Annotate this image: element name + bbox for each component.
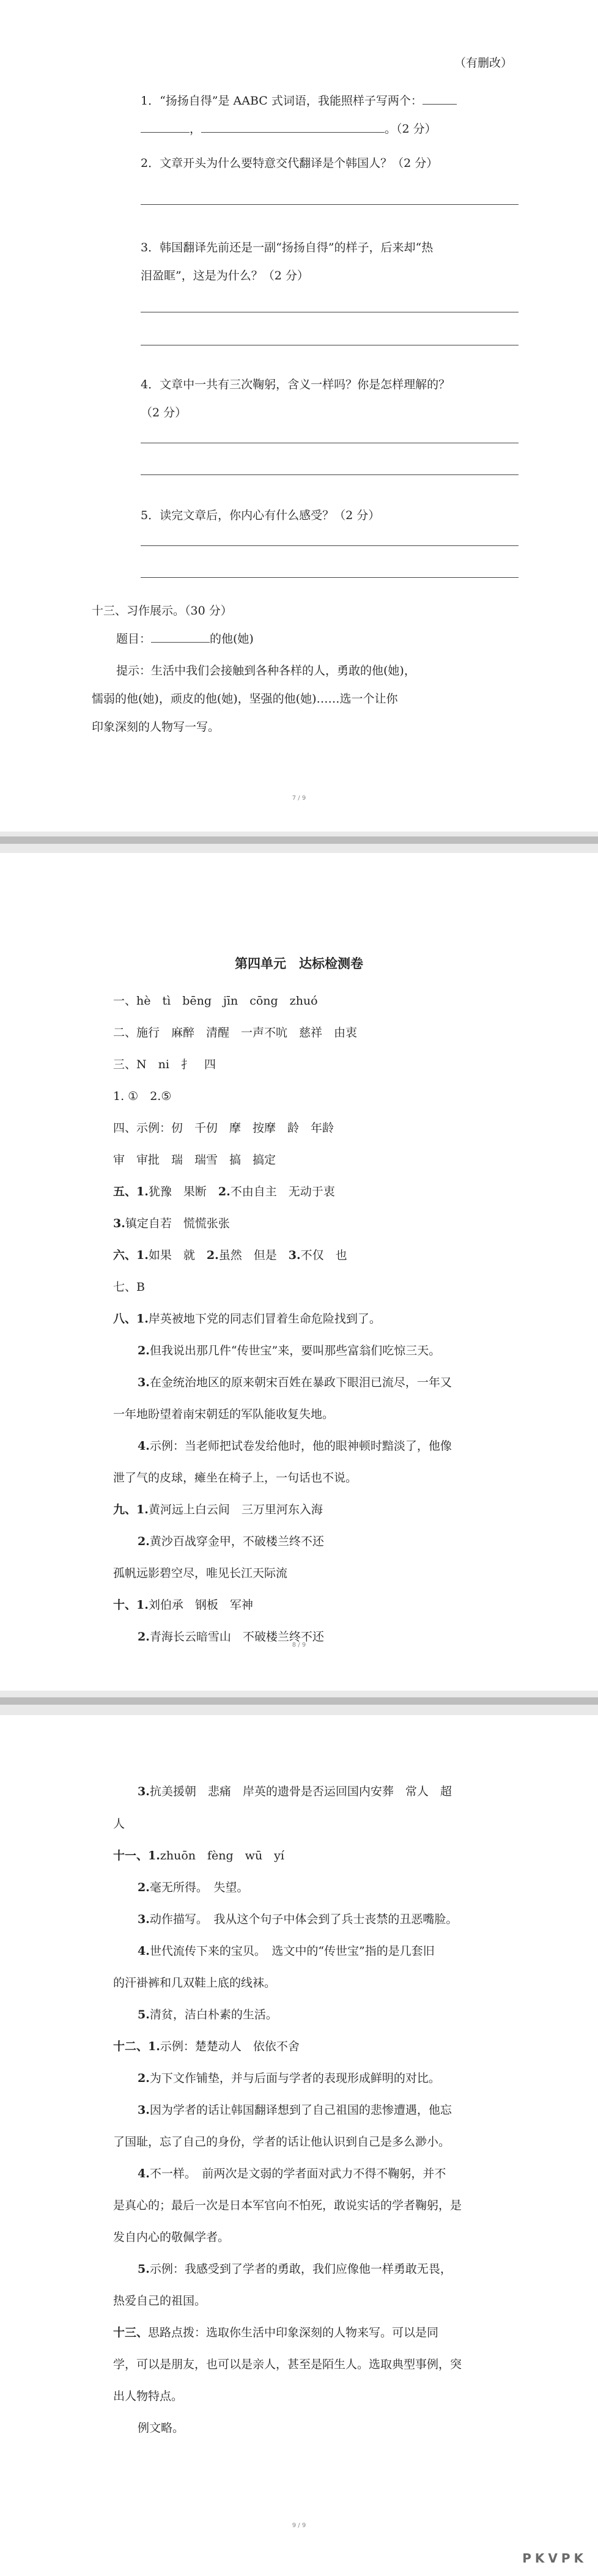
item-number: 4. bbox=[138, 1944, 150, 1958]
item-text: 黄沙百战穿金甲，不破楼兰终不还 bbox=[149, 1535, 324, 1548]
item-text: 如果 就 bbox=[148, 1249, 195, 1262]
question-1 bbox=[141, 92, 457, 108]
item-text: 黄河远上白云间 三万里河东入海 bbox=[148, 1503, 323, 1516]
item-number: 3. bbox=[138, 2103, 150, 2117]
topic-blank bbox=[151, 631, 210, 643]
answer-4-continued: 审 审批 瑞 瑞雪 搞 搞定 bbox=[113, 1153, 276, 1167]
essay-topic bbox=[116, 630, 254, 646]
item-number: 3. bbox=[138, 1785, 150, 1798]
item-text: 镇定自若 慌慌张张 bbox=[125, 1217, 230, 1230]
item-text: 在金统治地区的原来朝宋百姓在暴政下眼泪已流尽，一年又 bbox=[149, 1376, 452, 1389]
answer-9-2 bbox=[138, 1532, 324, 1549]
topic-label: 题目： bbox=[116, 632, 152, 646]
answer-12-2 bbox=[138, 2069, 440, 2086]
page-separator bbox=[0, 1697, 598, 1705]
item-number: 3. bbox=[138, 1376, 150, 1389]
question-4-continued: （2 分） bbox=[141, 406, 187, 419]
page-number: 9 / 9 bbox=[292, 2522, 306, 2529]
answer-1: 一、hè tì bēng jīn cōng zhuó bbox=[113, 994, 318, 1008]
answer-8-1 bbox=[113, 1310, 381, 1326]
item-number: 5. bbox=[138, 2262, 150, 2276]
item-number: 2. bbox=[218, 1185, 231, 1198]
answer-blank bbox=[141, 121, 190, 133]
item-text: 示例：楚楚动人 依依不舍 bbox=[160, 2040, 300, 2053]
answer-11-4 bbox=[138, 1942, 435, 1958]
answer-12-4 bbox=[138, 2165, 446, 2181]
item-text: 思路点拨：选取你生活中印象深刻的人物来写。可以是同 bbox=[148, 2326, 439, 2339]
answer-11-4-continued: 的汗褂裤和几双鞋上底的线袜。 bbox=[113, 1976, 276, 1990]
answer-8-4-continued: 泄了气的皮球，瘫坐在椅子上，一句话也不说。 bbox=[113, 1471, 358, 1485]
item-text: 清贫，洁白朴素的生活。 bbox=[149, 2008, 278, 2021]
essay-hint-line-2: 懦弱的他(她)，顽皮的他(她)，坚强的他(她)……选一个让你 bbox=[92, 692, 398, 706]
answer-blank bbox=[423, 93, 457, 105]
item-text: 毫无所得。 失望。 bbox=[149, 1881, 249, 1894]
answer-12-3 bbox=[138, 2101, 452, 2117]
answer-line bbox=[141, 577, 519, 578]
answer-6 bbox=[113, 1246, 347, 1263]
page-7 bbox=[0, 0, 598, 832]
item-text: 不仅 也 bbox=[300, 1249, 347, 1262]
page-separator bbox=[0, 836, 598, 844]
answer-13-continued-2: 出人物特点。 bbox=[113, 2390, 183, 2403]
answer-11-5 bbox=[138, 2006, 278, 2022]
answer-11-1 bbox=[113, 1847, 284, 1863]
question-4: 4．文章中一共有三次鞠躬，含义一样吗？你是怎样理解的？ bbox=[141, 378, 451, 391]
item-number: 十、1. bbox=[113, 1598, 149, 1612]
item-number: 3. bbox=[288, 1249, 301, 1262]
topic-suffix: 的他(她) bbox=[210, 632, 254, 646]
answer-7: 七、B bbox=[113, 1280, 145, 1294]
item-number: 3. bbox=[113, 1217, 125, 1230]
item-number: 2. bbox=[138, 2072, 150, 2085]
item-number: 2. bbox=[138, 1535, 150, 1548]
question-1-text: 1．“扬扬自得”是 AABC 式词语，我能照样子写两个： bbox=[141, 94, 423, 108]
answer-12-1 bbox=[113, 2037, 300, 2054]
answer-8-2 bbox=[138, 1342, 440, 1358]
essay-hint-line-3: 印象深刻的人物写一写。 bbox=[92, 720, 220, 734]
answer-5 bbox=[113, 1183, 335, 1199]
answer-13-continued-1: 学，可以是朋友，也可以是亲人，甚至是陌生人。选取典型事例，突 bbox=[113, 2358, 462, 2371]
answer-4: 四、示例：仞 千仞 摩 按摩 龄 年龄 bbox=[113, 1121, 334, 1135]
item-number: 十二、1. bbox=[113, 2040, 160, 2053]
item-text: 不由自主 无动于衷 bbox=[230, 1185, 335, 1198]
item-number: 2. bbox=[206, 1249, 219, 1262]
item-text: 世代流传下来的宝贝。 选文中的“传世宝”指的是几套旧 bbox=[149, 1944, 435, 1958]
item-text: 犹豫 果断 bbox=[148, 1185, 207, 1198]
item-text: zhuōn fèng wū yí bbox=[160, 1849, 284, 1862]
question-2: 2．文章开头为什么要特意交代翻译是个韩国人？（2 分） bbox=[141, 157, 438, 170]
answer-12-3-continued: 了国耻，忘了自己的身份，学者的话让他认识到自己是多么渺小。 bbox=[113, 2135, 451, 2149]
item-text: 刘伯承 钢板 军神 bbox=[148, 1598, 253, 1612]
question-5: 5．读完文章后，你内心有什么感受？（2 分） bbox=[141, 509, 380, 522]
question-1-sep: ， bbox=[190, 122, 202, 136]
answer-5-3 bbox=[113, 1214, 230, 1231]
item-number: 2. bbox=[138, 1630, 150, 1644]
page-number: 7 / 9 bbox=[292, 795, 306, 802]
item-text: 动作描写。 我从这个句子中体会到了兵士丧禁的丑恶嘴脸。 bbox=[149, 1913, 458, 1926]
page-title: 第四单元 达标检测卷 bbox=[235, 956, 363, 971]
question-3-continued: 泪盈眶”，这是为什么？（2 分） bbox=[141, 269, 309, 282]
question-1-continued bbox=[141, 120, 437, 136]
item-text: 抗美援朝 悲痛 岸英的遗骨是否运回国内安葬 常人 超 bbox=[149, 1785, 452, 1798]
item-number: 十三、 bbox=[113, 2326, 149, 2339]
answer-12-5-continued: 热爱自己的祖国。 bbox=[113, 2294, 207, 2308]
answer-11-3 bbox=[138, 1910, 457, 1927]
item-text: 虽然 但是 bbox=[218, 1249, 277, 1262]
answer-line bbox=[141, 545, 519, 546]
item-text: 因为学者的话让韩国翻译想到了自己祖国的悲惨遭遇，他忘 bbox=[149, 2103, 452, 2117]
source-note: （有删改） bbox=[454, 56, 512, 70]
answer-blank bbox=[201, 121, 385, 133]
answer-2: 二、施行 麻醉 清醒 一声不吭 慈祥 由衷 bbox=[113, 1026, 358, 1039]
item-text: 不一样。 前两次是文弱的学者面对武力不得不鞠躬，并不 bbox=[149, 2167, 446, 2180]
item-number: 5. bbox=[138, 2008, 150, 2021]
answer-line bbox=[141, 204, 519, 205]
answer-3: 三、N ni 扌 四 bbox=[113, 1058, 216, 1071]
answer-13-example: 例文略。 bbox=[138, 2421, 185, 2435]
question-1-score: 。（2 分） bbox=[385, 122, 437, 136]
answer-12-5 bbox=[138, 2260, 452, 2276]
essay-hint-line-1: 提示：生活中我们会接触到各种各样的人，勇敢的他(她)， bbox=[116, 664, 416, 677]
answer-13 bbox=[113, 2323, 438, 2340]
item-text: 示例：当老师把试卷发给他时，他的眼神顿时黯淡了，他像 bbox=[149, 1439, 452, 1453]
item-number: 4. bbox=[138, 1439, 150, 1453]
answer-10-1 bbox=[113, 1596, 253, 1612]
item-number: 2. bbox=[138, 1344, 150, 1357]
answer-10-3-continued: 人 bbox=[113, 1817, 125, 1831]
item-number: 九、1. bbox=[113, 1503, 149, 1516]
answer-10-3 bbox=[138, 1782, 452, 1799]
page-8 bbox=[0, 853, 598, 1691]
answer-10-2 bbox=[138, 1628, 324, 1644]
item-text: 为下文作铺垫，并与后面与学者的表现形成鲜明的对比。 bbox=[149, 2072, 440, 2085]
item-number: 3. bbox=[138, 1913, 150, 1926]
page-number: 8 / 9 bbox=[292, 1642, 306, 1648]
answer-line bbox=[141, 474, 519, 475]
item-number: 4. bbox=[138, 2167, 150, 2180]
item-number: 八、1. bbox=[113, 1312, 149, 1326]
item-text: 青海长云暗雪山 不破楼兰终不还 bbox=[149, 1630, 324, 1644]
item-number: 六、1. bbox=[113, 1249, 149, 1262]
item-text: 但我说出那几件“传世宝”来，要叫那些富翁们吃惊三天。 bbox=[149, 1344, 441, 1357]
item-number: 五、1. bbox=[113, 1185, 149, 1198]
section-13-heading: 十三、习作展示。（30 分） bbox=[92, 604, 232, 618]
answer-8-3 bbox=[138, 1373, 452, 1390]
item-text: 示例：我感受到了学者的勇敢，我们应像他一样勇敢无畏， bbox=[149, 2262, 452, 2276]
watermark-logo: PKVPK bbox=[522, 2551, 587, 2566]
answer-12-4-continued-2: 发自内心的敬佩学者。 bbox=[113, 2231, 230, 2244]
answer-3-sub: 1. ① 2.⑤ bbox=[113, 1090, 172, 1103]
answer-9-1 bbox=[113, 1500, 323, 1517]
item-number: 十一、1. bbox=[113, 1849, 160, 1862]
answer-12-4-continued-1: 是真心的；最后一次是日本军官向不怕死，敢说实话的学者鞠躬，是 bbox=[113, 2199, 462, 2212]
item-text: 岸英被地下党的同志们冒着生命危险找到了。 bbox=[148, 1312, 381, 1326]
answer-8-3-continued: 一年地盼望着南宋朝廷的军队能收复失地。 bbox=[113, 1408, 334, 1421]
answer-8-4 bbox=[138, 1437, 452, 1453]
answer-9-2-continued: 孤帆远影碧空尽，唯见长江天际流 bbox=[113, 1567, 288, 1580]
question-3: 3．韩国翻译先前还是一副“扬扬自得”的样子，后来却“热 bbox=[141, 241, 434, 254]
item-number: 2. bbox=[138, 1881, 150, 1894]
answer-11-2 bbox=[138, 1878, 248, 1895]
